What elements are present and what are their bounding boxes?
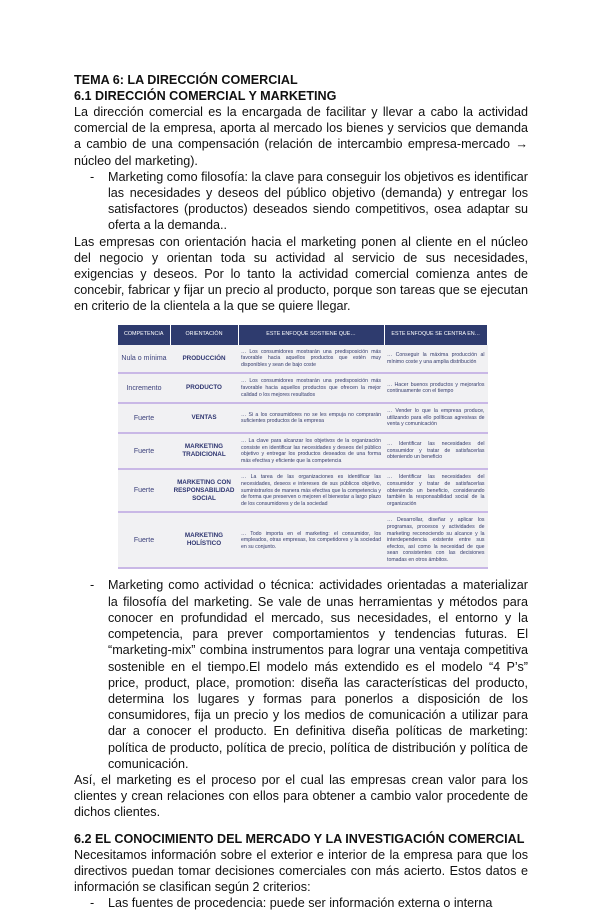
section-heading: 6.1 DIRECCIÓN COMERCIAL Y MARKETING xyxy=(74,89,337,103)
table-cell: … Vender lo que la empresa produce, utilizando para ello políticas agresivas de venta y comunicación xyxy=(384,403,488,433)
table-header-cell: ESTE ENFOQUE SE CENTRA EN… xyxy=(384,325,488,345)
table-cell: Fuerte xyxy=(118,469,170,512)
table-row xyxy=(118,373,488,403)
table-row xyxy=(118,345,488,374)
table-cell: Incremento xyxy=(118,373,170,403)
table-row xyxy=(118,469,488,512)
table-cell: … La tarea de las organizaciones es identificar las necesidades, deseos e intereses de sus públicos objetivo, suministrarlos de manera más efectiva que la competencia y de forma que preserven o mejoren el bienestar a largo plazo de los consumidores y de la sociedad xyxy=(238,469,384,512)
bullet-item xyxy=(74,895,528,911)
table-row xyxy=(118,403,488,433)
table-cell: … Identificar las necesidades del consumidor y tratar de satisfacerlas obteniendo un beneficio xyxy=(384,433,488,469)
table-cell: … Los consumidores mostrarán una predisposición más favorable hacia aquellos productos que estén muy disponibles y sean de bajo coste xyxy=(238,345,384,374)
bullet-item xyxy=(74,169,528,234)
bullet-dash: - xyxy=(90,169,95,184)
paragraph: Así, el marketing es el proceso por el cual las empresas crean valor para los clientes y crean relaciones con ellos para obtener a cambio valor procedente de dichos clientes. xyxy=(74,772,528,820)
section-heading: 6.2 EL CONOCIMIENTO DEL MERCADO Y LA INVESTIGACIÓN COMERCIAL xyxy=(74,831,525,846)
table-row xyxy=(118,433,488,469)
table-cell: Fuerte xyxy=(118,433,170,469)
table-cell: Fuerte xyxy=(118,403,170,433)
table-cell: MARKETING HOLÍSTICO xyxy=(170,512,238,568)
bullet-text: Las fuentes de procedencia: puede ser información externa o interna xyxy=(108,896,493,911)
table-cell: Fuerte xyxy=(118,512,170,568)
bullet-text: Marketing como actividad o técnica: actividades orientadas a materializar la filosofía del marketing. Se vale de unas herramientas y métodos para conocer en profundidad el mercado, sus necesidades, el entorno y la competencia, para prever comportamientos y tendencias futuras. El “marketing-mix” combina instrumentos para lograr una ventaja competitiva sostenible en el tiempo.El modelo más extendido es el modelo “4 P’s” price, product, place, promotion: diseña las características del producto, determina los lugares y formas para ponerlos a disposición de los consumidores, fija un precio y los medios de comunicación a utilizar para dar a conocer el producto. En definitiva diseña políticas de marketing: política de producto, política de precio, política de distribución y política de comunicación. xyxy=(108,578,528,771)
orientation-table xyxy=(118,325,488,570)
bullet-item xyxy=(74,577,528,771)
paragraph: Las empresas con orientación hacia el marketing ponen al cliente en el núcleo del negocio y orientan toda su actividad al servicio de sus necesidades, exigencias y deseos. Por lo tanto la actividad comercial comienza antes de concebir, fabricar y fijar un precio al producto, porque son tareas que se ejecutan en criterio de la clientela a la que se quiere llegar. xyxy=(74,234,528,314)
table-row xyxy=(118,512,488,568)
table-cell: … Desarrollar, diseñar y aplicar los programas, procesos y actividades de marketing reconociendo su alcance y la interdependencia existente entre sus efectos, así como la necesidad de que sean consistentes con las decisiones tomadas en otros ámbitos. xyxy=(384,512,488,568)
table-cell: … Los consumidores mostrarán una predisposición más favorable hacia aquellos productos que ofrecen la mejor calidad o los mejores resultados xyxy=(238,373,384,403)
table-cell: PRODUCCIÓN xyxy=(170,345,238,374)
table-cell: … Si a los consumidores no se les empuja no comprarán suficientes productos de la empresa xyxy=(238,403,384,433)
bullet-dash: - xyxy=(90,578,95,593)
table-cell: Nula o mínima xyxy=(118,345,170,374)
table-cell: … La clave para alcanzar los objetivos de la organización consiste en identificar las necesidades y deseos del público objetivo y entregar los productos deseados de una forma más efectiva y eficiente que la competencia xyxy=(238,433,384,469)
table-cell: VENTAS xyxy=(170,403,238,433)
table-cell: … Conseguir la máxima producción al mínimo coste y una amplia distribución xyxy=(384,345,488,374)
paragraph: Necesitamos información sobre el exterior e interior de la empresa para que los directivos puedan tomar decisiones comerciales con más acierto. Estos datos e información se clasifican según 2 criterios: xyxy=(74,847,528,894)
paragraph: La dirección comercial es la encargada de facilitar y llevar a cabo la actividad comercial de la empresa, aporta al mercado los bienes y servicios que demanda a cambio de una compensación (relación de intercambio empresa-mercado → núcleo del marketing). xyxy=(74,105,528,168)
table-cell: MARKETING CON RESPONSABILIDAD SOCIAL xyxy=(170,469,238,512)
table-cell: … Hacer buenos productos y mejorarlos continuamente con el tiempo xyxy=(384,373,488,403)
document-title: TEMA 6: LA DIRECCIÓN COMERCIAL xyxy=(74,73,298,87)
table-header-cell: ORIENTACIÓN xyxy=(170,325,238,345)
table-cell: PRODUCTO xyxy=(170,373,238,403)
bullet-text: Marketing como filosofía: la clave para conseguir los objetivos es identificar las necesidades y deseos del público objetivo (demanda) y entregar los satisfactores (productos) deseados siendo competitivos, osea adaptar su oferta a la demanda.. xyxy=(108,169,528,233)
table-cell: … Identificar las necesidades del consumidor y tratar de satisfacerlas obteniendo un beneficio, considerando también la responsabilidad social de la organización xyxy=(384,469,488,512)
table-header-cell: ESTE ENFOQUE SOSTIENE QUE… xyxy=(238,325,384,345)
table-cell: … Todo importa en el marketing: el consumidor, los empleados, otras empresas, los competidores y la sociedad en su conjunto. xyxy=(238,512,384,568)
table-header-cell: COMPETENCIA xyxy=(118,325,170,345)
bullet-dash: - xyxy=(90,896,95,911)
table-cell: MARKETING TRADICIONAL xyxy=(170,433,238,469)
